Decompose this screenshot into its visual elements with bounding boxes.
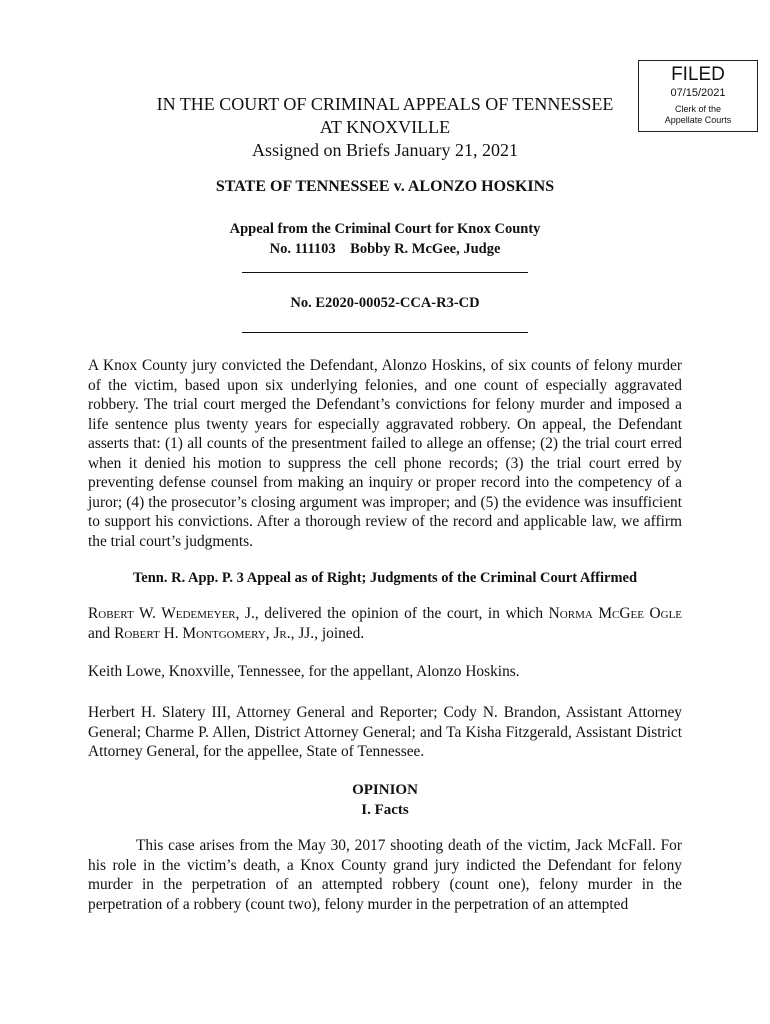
author-judge: Robert W. Wedemeyer, J. xyxy=(88,605,255,622)
stamp-clerk-line2: Appellate Courts xyxy=(664,115,732,125)
author-and: and xyxy=(88,624,115,642)
divider xyxy=(242,272,528,273)
section-title: I. Facts xyxy=(361,802,409,818)
divider xyxy=(242,332,528,333)
court-location: AT KNOXVILLE xyxy=(319,117,451,137)
trial-number-judge: No. 111103 Bobby R. McGee, Judge xyxy=(269,241,501,257)
appeal-source xyxy=(88,219,682,259)
case-caption: STATE OF TENNESSEE v. ALONZO HOSKINS xyxy=(215,178,555,195)
holding-line: Tenn. R. App. P. 3 Appeal as of Right; Judgments of the Criminal Court Affirmed xyxy=(132,570,638,586)
author-text: , delivered the opinion of the court, in which xyxy=(254,605,549,622)
docket-number: No. E2020-00052-CCA-R3-CD xyxy=(290,295,480,311)
court-name: IN THE COURT OF CRIMINAL APPEALS OF TENNESSEE xyxy=(156,94,614,114)
assigned-date: Assigned on Briefs January 21, 2021 xyxy=(252,140,518,160)
appellee-counsel: Herbert H. Slatery III, Attorney General and Reporter; Cody N. Brandon, Assistant Attorney General; Charme P. Allen, District Attorney General; and Ta Kisha Fitzgerald, Assistant District Attorney General, for the appellee, State of Tennessee. xyxy=(88,704,682,760)
court-heading xyxy=(88,93,682,162)
opinion-heading xyxy=(88,780,682,820)
concurring-judge-1: Norma McGee Ogle xyxy=(548,605,683,622)
appellant-counsel: Keith Lowe, Knoxville, Tennessee, for the appellant, Alonzo Hoskins. xyxy=(88,663,520,680)
case-summary: A Knox County jury convicted the Defendant, Alonzo Hoskins, of six counts of felony murder of the victim, based upon six underlying felonies, and one count of especially aggravated robbery. The trial court merged the Defendant’s convictions for felony murder and imposed a life sentence plus twenty years for especially aggravated robbery. On appeal, the Defendant asserts that: (1) all counts of the presentment failed to allege an offense; (2) the trial court erred when it denied his motion to suppress the cell phone records; (3) the trial court erred by preventing defense counsel from making an inquiry or proper record into the competency of a juror; (4) the prosecutor’s closing argument was improper; and (5) the evidence was insufficient to support his convictions. After a thorough review of the record and applicable law, we affirm the trial court’s judgments. xyxy=(88,357,682,550)
stamp-date: 07/15/2021 xyxy=(670,87,726,99)
stamp-filed-label: FILED xyxy=(671,64,725,85)
author-end: , joined. xyxy=(314,624,365,642)
authoring-judges xyxy=(88,604,682,643)
appeal-court: Appeal from the Criminal Court for Knox County xyxy=(229,221,541,237)
opinion-paragraph: This case arises from the May 30, 2017 shooting death of the victim, Jack McFall. For his role in the victim’s death, a Knox County grand jury indicted the Defendant for felony murder in the perpetration of an attempted robbery (count one), felony murder in the perpetration of a robbery (count two), felony murder in the perpetration of an attempted xyxy=(88,837,682,913)
concurring-judge-2: Robert H. Montgomery, Jr., JJ. xyxy=(114,624,315,642)
stamp-clerk-line1: Clerk of the xyxy=(674,104,722,114)
opinion-title: OPINION xyxy=(352,782,418,798)
